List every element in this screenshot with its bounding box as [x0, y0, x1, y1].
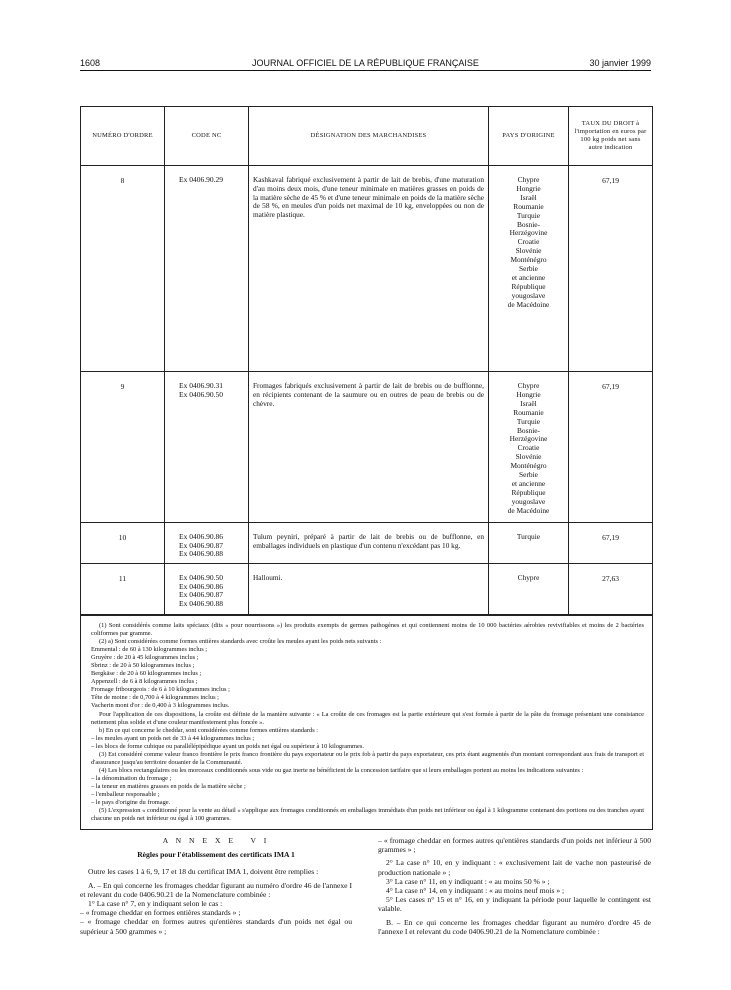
cell-designation: Fromages fabriqués exclusivement à partir de lait de brebis ou de bufflonne, en récipients contenant de la saumure ou en outres de peau de brebis ou de chèvre.	[249, 372, 489, 522]
footnote-line: Gruyère : de 20 à 45 kilogrammes inclus ;	[91, 654, 199, 662]
cell-taux: 67,19	[602, 382, 619, 391]
col-header-numero: NUMÉRO D'ORDRE	[81, 107, 165, 165]
footnote-line: Bergkäse : de 20 à 60 kilogrammes inclus ;	[91, 670, 202, 678]
footnote-line: Vacherin mont d'or : de 0,400 à 3 kilogrammes inclus.	[91, 702, 230, 710]
cell-numero: 8	[81, 166, 165, 371]
cell-pays: Chypre Hongrie Israël Roumanie Turquie Bosnie- Herzégovine Croatie Slovénie Monténégro Serbie et ancienne République yougoslave de Macédoine	[489, 166, 569, 371]
col-header-code: CODE NC	[165, 107, 249, 165]
col-header-pays: PAYS D'ORIGINE	[489, 107, 569, 165]
footnote-line: – les meules ayant un poids net de 33 à 44 kilogrammes inclus ;	[91, 734, 255, 742]
annex-paragraph: 1° La case n° 7, en y indiquant selon le cas :	[88, 899, 223, 909]
cell-numero: 11	[81, 564, 165, 614]
cell-code: Ex 0406.90.29	[165, 166, 249, 371]
annex-paragraph: – « fromage cheddar en formes entières standards » ;	[80, 908, 241, 918]
table-row	[81, 166, 652, 372]
col-header-designation: DÉSIGNATION DES MARCHANDISES	[249, 107, 489, 165]
footnote-line: (1) Sont considérés comme laits spéciaux (dits « pour nourrissons ») les produits exempts de germes pathogènes et qui contiennent moins de 10 000 bactéries aérobies revivifiables et moins de 2 bactéries coliformes par gramme.	[91, 622, 644, 638]
annex-right-column	[378, 836, 651, 936]
footnote-line: Sbrinz : de 20 à 50 kilogrammes inclus ;	[91, 662, 195, 670]
cell-code: Ex 0406.90.50 Ex 0406.90.86 Ex 0406.90.87 Ex 0406.90.88	[165, 564, 249, 614]
table-header-row	[81, 107, 652, 166]
table-row	[81, 523, 652, 564]
cell-taux: 67,19	[602, 533, 619, 542]
annex-paragraph: 4° La case n° 14, en y indiquant : « au moins neuf mois » ;	[386, 886, 565, 896]
cell-pays: Chypre	[489, 564, 569, 614]
page-number: 1608	[80, 58, 101, 68]
footnote-line: Pour l'application de ces dispositions, la croûte est définie de la manière suivante : « La croûte de ces fromages est la partie extérieure qui s'est formée à partir de la pâte du fromage présentant une consistance nettement plus solide et d'une couleur manifestement plus foncée ».	[91, 710, 644, 726]
table-row	[81, 372, 652, 523]
annex-paragraph: – « fromage cheddar en formes autres qu'entières standards d'un poids net égal ou supérieur à 500 grammes » ;	[80, 917, 352, 936]
annex-paragraph: 5° Les cases n° 15 et n° 16, en y indiquant la période pour laquelle le contingent est valable.	[378, 895, 651, 914]
footnote-line: – l'emballeur responsable ;	[91, 790, 160, 798]
cell-code: Ex 0406.90.86 Ex 0406.90.87 Ex 0406.90.88	[165, 523, 249, 563]
footnote-line: (2) a) Sont considérées comme formes entières standards avec croûte les meules ayant les poids nets suivants :	[99, 638, 382, 646]
footnote-line: (5) L'expression « conditionné pour la vente au détail » s'applique aux fromages conditionnés en emballages immédiats d'un poids net inférieur ou égal à 1 kilogramme contenant des portions ou des tranches ayant chacune un poids net inférieur ou égal à 100 grammes.	[91, 807, 644, 823]
header-rule	[80, 70, 651, 71]
cell-taux: 67,19	[602, 176, 619, 185]
annex-title: A N N E X E V I	[162, 836, 270, 845]
footnote-line: b) En ce qui concerne le cheddar, sont considérées comme formes entières standards :	[99, 726, 319, 734]
cell-designation: Kashkaval fabriqué exclusivement à partir de lait de brebis, d'une maturation d'au moins deux mois, d'une teneur minimale en matières grasses en poids de la matière sèche de 45 % et d'une teneur minimale en poids de la matière sèche de 58 %, en meules d'un poids net maximal de 10 kg, enveloppées ou non de matière plastique.	[249, 166, 489, 371]
footnote-line: – la teneur en matières grasses en poids de la matière sèche ;	[91, 782, 246, 790]
annex-subtitle: Règles pour l'établissement des certificats IMA 1	[137, 850, 295, 860]
annex-left-column	[80, 836, 352, 936]
cell-numero: 9	[81, 372, 165, 522]
footnote-line: – le pays d'origine du fromage.	[91, 799, 171, 807]
cell-designation: Tulum peyniri, préparé à partir de lait de brebis ou de bufflonne, en emballages individuels en plastique d'un contenu n'excédant pas 10 kg.	[249, 523, 489, 563]
footnote-line: (4) Les blocs rectangulaires ou les morceaux conditionnés sous vide ou gaz inerte ne bénéficient de la concession tarifaire que si leurs emballages portent au moins les indications suivantes :	[99, 766, 584, 774]
footnote-line: Fromage fribourgeois : de 6 à 10 kilogrammes inclus ;	[91, 686, 230, 694]
col-header-taux: TAUX DU DROIT à l'importation en euros par 100 kg poids net sans autre indication	[574, 120, 647, 151]
annex-paragraph: B. – En ce qui concerne les fromages cheddar figurant au numéro d'ordre 45 de l'annexe I et relevant du code 0406.90.21 de la Nomenclature combinée :	[378, 917, 651, 936]
footnote-line: Appenzell : de 6 à 8 kilogrammes inclus ;	[91, 678, 198, 686]
footnote-line: Emmental : de 60 à 130 kilogrammes inclus ;	[91, 646, 208, 654]
issue-date: 30 janvier 1999	[589, 58, 651, 68]
cell-pays: Chypre Hongrie Israël Roumanie Turquie Bosnie- Herzégovine Croatie Slovénie Monténégro Serbie et ancienne République yougoslave de Macédoine	[489, 372, 569, 522]
annex-paragraph: – « fromage cheddar en formes autres qu'entières standards d'un poids net inférieur à 500 grammes » ;	[378, 836, 651, 855]
footnote-line: – la dénomination du fromage ;	[91, 774, 172, 782]
cell-numero: 10	[81, 523, 165, 563]
footnote-line: Tête de moine : de 0,700 à 4 kilogrammes inclus ;	[91, 694, 219, 702]
tariff-table	[80, 106, 653, 830]
annex-paragraph: 3° La case n° 11, en y indiquant : « au moins 50 % » ;	[386, 876, 550, 886]
cell-taux: 27,63	[602, 574, 619, 583]
cell-designation: Halloumi.	[249, 564, 489, 614]
annex-paragraph: A. – En qui concerne les fromages cheddar figurant au numéro d'ordre 46 de l'annexe I et relevant du code 0406.90.21 de la Nomenclature combinée :	[80, 880, 352, 899]
footnote-line: – les blocs de forme cubique ou parallélépipédique ayant un poids net égal ou supérieur à 10 kilogrammes.	[91, 742, 364, 750]
table-footnotes	[81, 615, 652, 829]
table-row	[81, 564, 652, 615]
annex-paragraph: 2° La case n° 10, en y indiquant : « exclusivement lait de vache non pasteurisé de production nationale » ;	[378, 858, 651, 877]
cell-code: Ex 0406.90.31 Ex 0406.90.50	[165, 372, 249, 522]
cell-pays: Turquie	[489, 523, 569, 563]
annex-paragraph: Outre les cases 1 à 6, 9, 17 et 18 du certificat IMA 1, doivent être remplies :	[88, 867, 319, 877]
journal-title: JOURNAL OFFICIEL DE LA RÉPUBLIQUE FRANÇAISE	[252, 58, 479, 68]
footnote-line: (3) Est considéré comme valeur franco frontière le prix franco frontière du pays exportateur ou le prix fob à partir du pays exportateur, ces prix étant augmentés d'un montant correspondant aux frais de transport et d'assurance jusqu'au territoire douanier de la Communauté.	[91, 750, 644, 766]
